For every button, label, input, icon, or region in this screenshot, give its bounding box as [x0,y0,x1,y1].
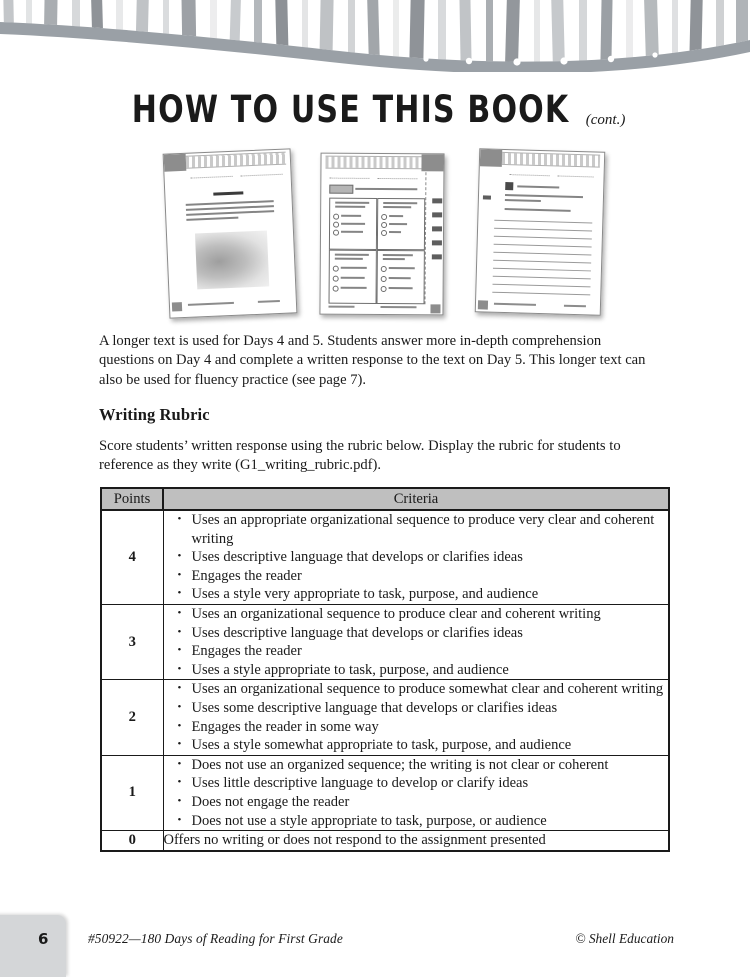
thumbnail-day-4-passage-page [163,148,298,318]
rubric-points-4: 4 [101,510,163,604]
list-item: • Does not use a style appropriate to task, purpose, or audience [192,812,669,831]
list-item: • Uses a style appropriate to task, purpose, and audience [192,661,669,680]
list-item: • Uses an organizational sequence to produce clear and coherent writing [192,605,669,624]
list-item: • Does not engage the reader [192,793,669,812]
list-item: • Engages the reader [192,642,669,661]
page-title [0,88,750,132]
list-item: • Engages the reader [192,567,669,586]
list-item: • Uses a style very appropriate to task, purpose, and audience [192,585,669,604]
table-row [101,510,669,604]
footer-copyright: © Shell Education [575,931,674,946]
table-row [101,755,669,830]
table-row [101,831,669,851]
rubric-points-1: 1 [101,755,163,830]
rubric-criteria-1 [163,755,669,830]
list-item: • Uses little descriptive language to develop or clarify ideas [192,774,669,793]
section-heading-writing-rubric: Writing Rubric [99,405,210,424]
rubric-col-header-points: Points [101,488,163,510]
thumbnail-day-5-writing-page [475,148,606,315]
footer-book-reference: #50922—180 Days of Reading for First Grade [88,931,343,946]
page-header-banner [0,0,750,72]
table-row [101,604,669,679]
rubric-points-2: 2 [101,680,163,755]
list-item: • Uses descriptive language that develops or clarifies ideas [192,548,669,567]
list-item: • Uses an organizational sequence to produce somewhat clear and coherent writing [192,680,669,699]
list-item: • Uses an appropriate organizational sequence to produce very clear and coherent writing [192,511,669,548]
page-number: 6 [38,930,49,948]
list-item: • Does not use an organized sequence; the writing is not clear or coherent [192,756,669,775]
intro-paragraph: A longer text is used for Days 4 and 5. Students answer more in-depth comprehension questions on Day 4 and complete a written response to the text on Day 5. This longer text can also be used for fluency practice (see page 7). [99,333,646,388]
page-number-tab [0,915,66,977]
list-item: • Engages the reader in some way [192,718,669,737]
table-row [101,680,669,755]
thumbnail-day-4-questions-page [319,153,444,316]
rubric-intro-paragraph: Score students’ written response using the rubric below. Display the rubric for students to reference as they write (G1_writing_rubric.pdf). [99,438,621,474]
rubric-criteria-0: Offers no writing or does not respond to the assignment presented [163,831,669,851]
list-item: • Uses a style somewhat appropriate to task, purpose, and audience [192,736,669,755]
rubric-criteria-2 [163,680,669,755]
worksheet-thumbnails [0,143,750,338]
rubric-header-row [101,488,669,510]
rubric-points-3: 3 [101,604,163,679]
page-title-main: HOW TO USE THIS BOOK [131,88,570,132]
list-item: • Uses some descriptive language that develops or clarifies ideas [192,699,669,718]
writing-rubric-table [100,487,670,852]
rubric-points-0: 0 [101,831,163,851]
rubric-criteria-3 [163,604,669,679]
list-item: • Uses descriptive language that develops or clarifies ideas [192,624,669,643]
rubric-criteria-4 [163,510,669,604]
rubric-col-header-criteria: Criteria [163,488,669,510]
page-title-continued: (cont.) [585,112,626,128]
